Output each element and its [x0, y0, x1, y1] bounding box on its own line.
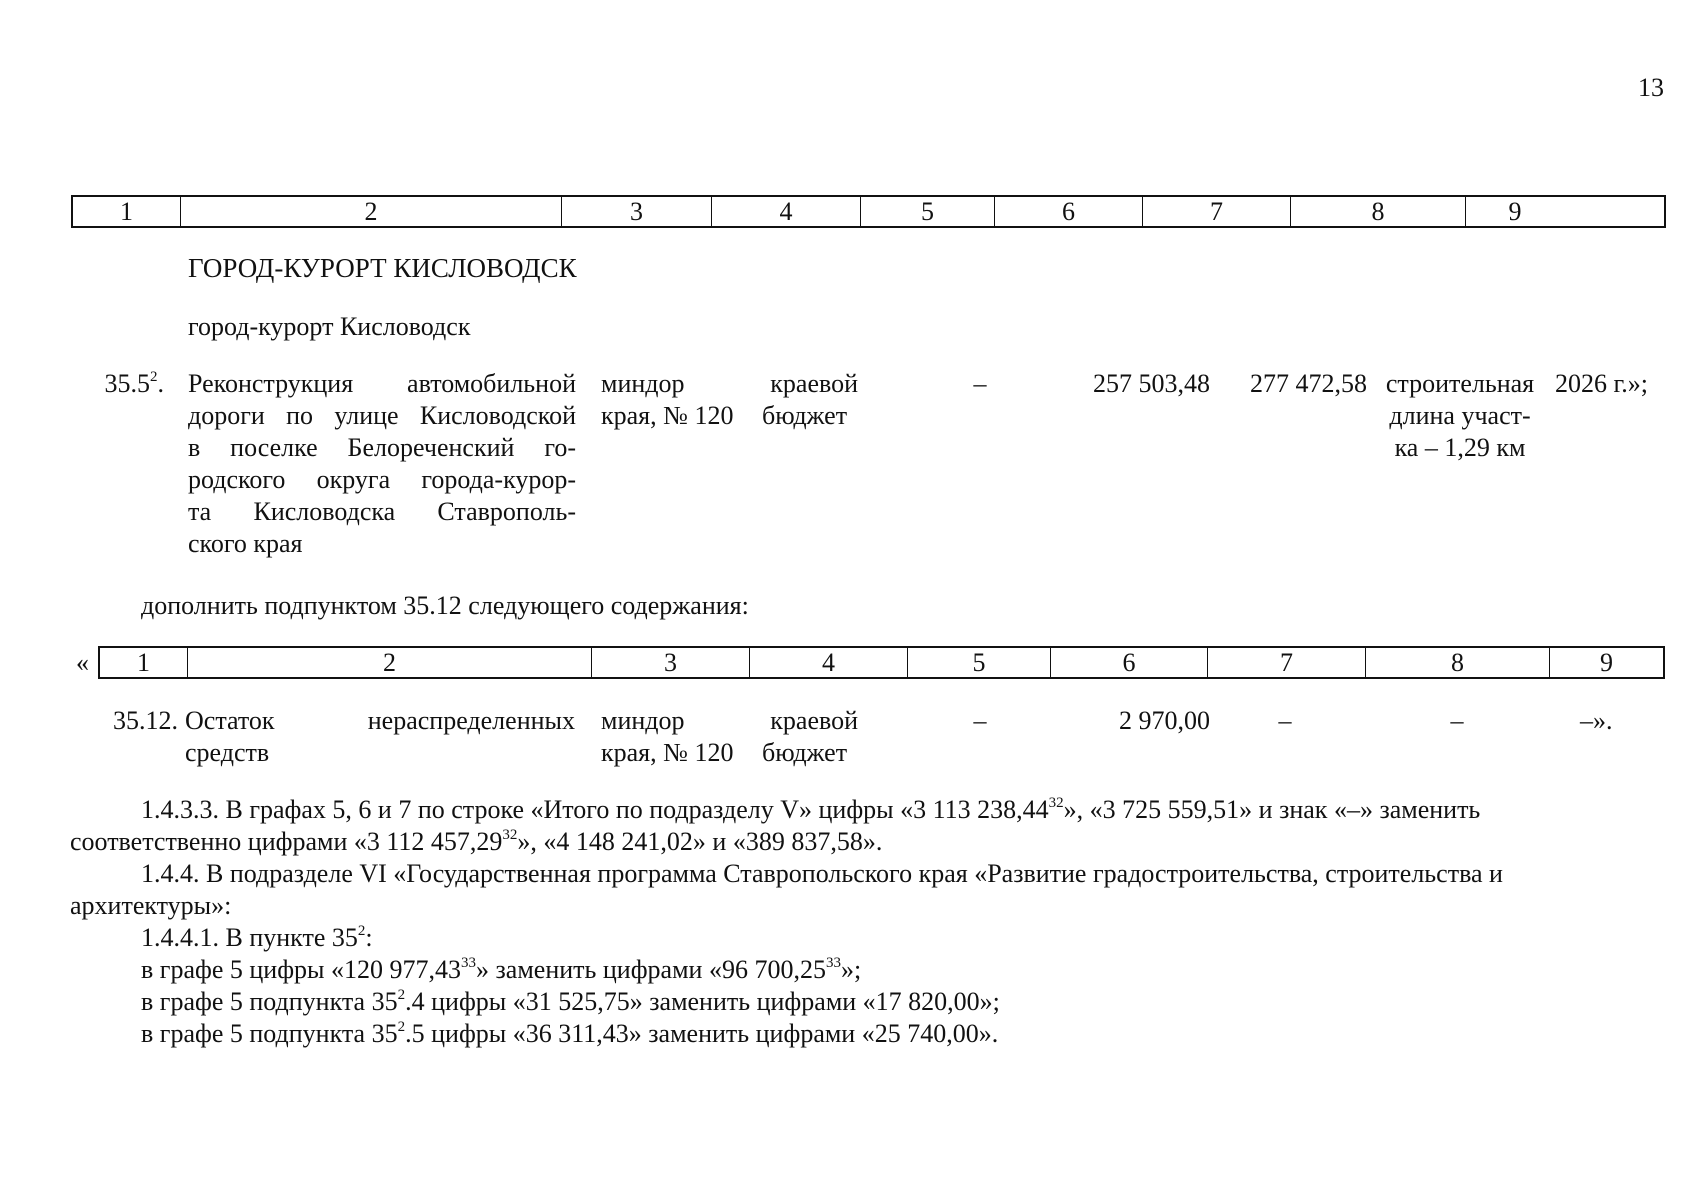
column-number-4: 4	[750, 648, 908, 677]
column-number-6: 6	[995, 197, 1143, 226]
opening-quote: «	[76, 648, 89, 677]
source-line-2: бюджет	[762, 401, 848, 430]
executor-line-2: края, № 120	[601, 401, 734, 430]
column-number-5: 5	[908, 648, 1051, 677]
source-line-1: краевой	[770, 369, 858, 398]
column-number-7: 7	[1208, 648, 1366, 677]
row-35-5-col7: 277 472,58	[1250, 369, 1367, 398]
column-number-2: 2	[181, 197, 562, 226]
row-35-12-col7: –	[1278, 706, 1292, 735]
row-35-12-executor	[601, 705, 748, 769]
source-line-2: бюджет	[762, 738, 848, 767]
description-line: та Кисловодска Ставрополь-	[188, 497, 576, 526]
column-number-3: 3	[562, 197, 712, 226]
paragraph-1-4-3-3	[70, 794, 1650, 858]
table-column-header	[71, 195, 1666, 228]
row-35-5-col6: 257 503,48	[1093, 369, 1210, 398]
description-line: родского округа города-курор-	[188, 465, 576, 494]
source-line-1: краевой	[770, 706, 858, 735]
capacity-line: строительная	[1385, 369, 1535, 398]
instruction-item-3: в графе 5 подпункта $35^2.5$ цифры «36 311,43» заменить цифрами «25 740,00».	[141, 1019, 999, 1048]
column-number-8: 8	[1291, 197, 1466, 226]
table-column-header-2	[98, 646, 1665, 679]
row-35-5-executor	[601, 368, 748, 432]
paragraph-line: соответственно цифрами «3 112 457,29$^{32}$», «4 148 241,02» и «389 837,58».	[70, 827, 883, 856]
instruction-item-2: в графе 5 подпункта $35^2.4$ цифры «31 525,75» заменить цифрами «17 820,00»;	[141, 987, 1000, 1016]
row-35-5-year: 2026 г.»;	[1555, 369, 1648, 398]
row-35-5-number: 35.5$^2$.	[104, 369, 164, 398]
executor-word: миндор	[601, 706, 685, 735]
capacity-line: ка – 1,29 км	[1394, 433, 1526, 462]
column-number-1: 1	[100, 648, 188, 677]
row-35-12-description	[185, 705, 575, 769]
column-number-6: 6	[1051, 648, 1208, 677]
paragraph-line: 1.4.3.3. В графах 5, 6 и 7 по строке «Итого по подразделу V» цифры «3 113 238,44$^{32}$», «3 725 559,51» и знак «–» заменить	[141, 795, 1481, 824]
section-title: ГОРОД-КУРОРТ КИСЛОВОДСК	[188, 253, 577, 283]
capacity-line: длина участ-	[1389, 401, 1531, 430]
row-35-12-source	[762, 705, 858, 769]
row-35-12-col9: –».	[1580, 706, 1613, 735]
row-35-5-col5: –	[973, 369, 987, 398]
row-35-5-source	[762, 368, 858, 432]
desc-word: Остаток	[185, 706, 275, 735]
column-number-2: 2	[188, 648, 592, 677]
add-instruction: дополнить подпунктом 35.12 следующего содержания:	[141, 591, 749, 620]
executor-word: миндор	[601, 369, 685, 398]
page-number: 13	[1638, 73, 1664, 102]
description-line: дороги по улице Кисловодской	[188, 401, 576, 430]
instruction-item-1: в графе 5 цифры «120 977,43$^{33}$» заменить цифрами «96 700,25$^{33}$»;	[141, 955, 862, 984]
row-35-5-description	[188, 368, 576, 560]
column-number-7: 7	[1143, 197, 1291, 226]
column-number-9: 9	[1508, 197, 1522, 226]
column-number-1: 1	[73, 197, 181, 226]
column-number-4: 4	[712, 197, 861, 226]
desc-line-2: средств	[185, 738, 270, 767]
row-35-12-col5: –	[973, 706, 987, 735]
column-number-9: 9	[1600, 648, 1613, 677]
column-number-8: 8	[1366, 648, 1550, 677]
paragraph-line: архитектуры»:	[70, 891, 232, 920]
paragraph-1-4-4	[70, 858, 1650, 922]
row-35-5-capacity	[1378, 368, 1542, 464]
column-number-3: 3	[592, 648, 750, 677]
paragraph-1-4-4-1: 1.4.4.1. В пункте $35^2$:	[141, 923, 373, 952]
row-35-12-col8: –	[1450, 706, 1464, 735]
desc-word: нераспределенных	[367, 706, 575, 735]
row-35-12-col6: 2 970,00	[1119, 706, 1210, 735]
description-line: ского края	[188, 529, 303, 558]
description-line: Реконструкция автомобильной	[188, 369, 576, 398]
description-line: в поселке Белореченский го-	[188, 433, 576, 462]
row-35-12-number: 35.12.	[113, 706, 178, 735]
executor-line-2: края, № 120	[601, 738, 734, 767]
paragraph-line: 1.4.4. В подразделе VI «Государственная программа Ставропольского края «Развитие градостроительства, строительства и	[141, 859, 1503, 888]
column-number-5: 5	[861, 197, 995, 226]
subsection-title: город-курорт Кисловодск	[188, 312, 471, 341]
